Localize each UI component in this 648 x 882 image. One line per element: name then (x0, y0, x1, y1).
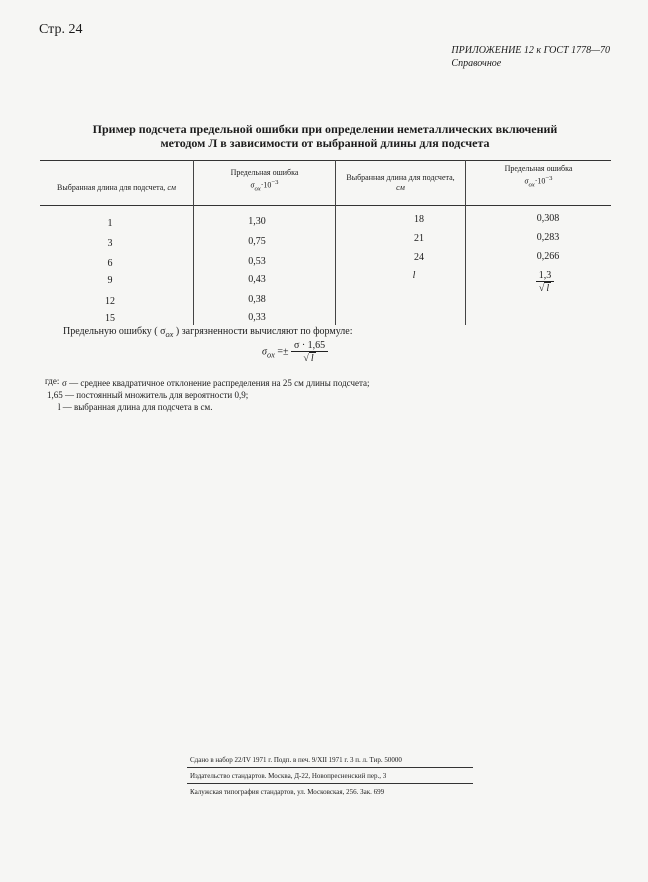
formula-intro: Предельную ошибку ( $\sigma_{ox}$ ) загрязненности вычисляют по формуле: (63, 326, 353, 339)
header-length-2 (336, 173, 465, 193)
header-length-text: Выбранная длина для подсчета, (57, 183, 166, 192)
formula-denominator: l (310, 353, 314, 364)
cell-error: 0,308 (536, 213, 560, 224)
cell-length: 12 (105, 296, 115, 307)
imprint-line-1: Сдано в набор 22/IV 1971 г. Подп. в печ. 9/XII 1971 г. 3 п. л. Тир. 50000 (190, 756, 402, 764)
cell-error: 0,33 (248, 312, 266, 323)
appendix-line: ПРИЛОЖЕНИЕ 12 к ГОСТ 1778—70 (451, 45, 610, 56)
cell-error-formula (505, 270, 585, 294)
cell-length: 24 (414, 252, 424, 263)
formula-lhs: σ (262, 346, 267, 358)
sqrt-sign: √ (538, 283, 545, 294)
fraction-numerator: 1,3 (536, 270, 555, 282)
formula-numerator: σ · 1,65 (291, 340, 328, 352)
cell-length: 1 (107, 218, 113, 229)
header-length-text: Выбранная длина для подсчета, (346, 173, 455, 182)
cell-length: 21 (414, 233, 424, 244)
title-line-1: Пример подсчета предельной ошибки при определении неметаллических включений (92, 122, 558, 136)
imprint-line-2: Издательство стандартов. Москва, Д-22, Новопресненский пер., 3 (190, 772, 387, 780)
imprint (190, 752, 402, 800)
cell-error: 0,75 (248, 236, 266, 247)
cell-error: 1,30 (248, 216, 266, 227)
cell-length: 15 (105, 313, 115, 324)
table-top-rule (40, 160, 611, 161)
table-header-rule (40, 205, 611, 206)
header-error-caption: Предельная ошибка (504, 164, 573, 173)
cell-error: 0,43 (248, 274, 266, 285)
imprint-rule (187, 783, 473, 784)
title-line-2: методом Л в зависимости от выбранной длины для подсчета (160, 136, 490, 150)
formula-equals: =± (277, 346, 289, 358)
definition-length: l — выбранная длина для подсчета в см. (58, 402, 213, 412)
cell-length: 6 (107, 258, 113, 269)
fraction-denominator: l (546, 283, 550, 294)
cell-error: 0,53 (248, 256, 266, 267)
header-length (40, 183, 193, 193)
table-title (40, 122, 610, 150)
definition-factor: 1,65 — постоянный множитель для вероятности 0,9; (47, 390, 249, 400)
header-length-unit: см (167, 183, 176, 192)
where-label: где: (45, 376, 60, 386)
cell-length: l (412, 270, 416, 281)
cell-length: 18 (414, 214, 424, 225)
cell-error: 0,266 (536, 251, 560, 262)
header-error-caption: Предельная ошибка (230, 168, 299, 177)
header-error-symbol: $\sigma_{ox}\cdot 10^{-3}$ (524, 175, 553, 189)
definition-sigma: σ — среднее квадратичное отклонение распределения на 25 см длины подсчета; (62, 378, 370, 388)
formula: $\sigma_{ox}$ =± $\frac{\sigma \cdot 1,65}{√ l}$ (262, 340, 328, 364)
appendix-label (451, 44, 610, 70)
cell-length: 9 (107, 275, 113, 286)
sqrt-sign: √ (303, 353, 309, 364)
cell-length: 3 (107, 238, 113, 249)
page-number: Стр. 24 (39, 22, 83, 37)
cell-error: 0,38 (248, 294, 266, 305)
header-error (194, 168, 335, 194)
header-error-symbol: $\sigma_{ox}\cdot 10^{-3}$ (250, 179, 279, 193)
imprint-line-3: Калужская типография стандартов, ул. Московская, 256. Зак. 699 (190, 788, 385, 796)
header-error-2 (466, 164, 611, 190)
header-length-unit: см (396, 183, 405, 192)
appendix-type: Справочное (451, 58, 502, 69)
imprint-rule (187, 767, 473, 768)
cell-error: 0,283 (536, 232, 560, 243)
